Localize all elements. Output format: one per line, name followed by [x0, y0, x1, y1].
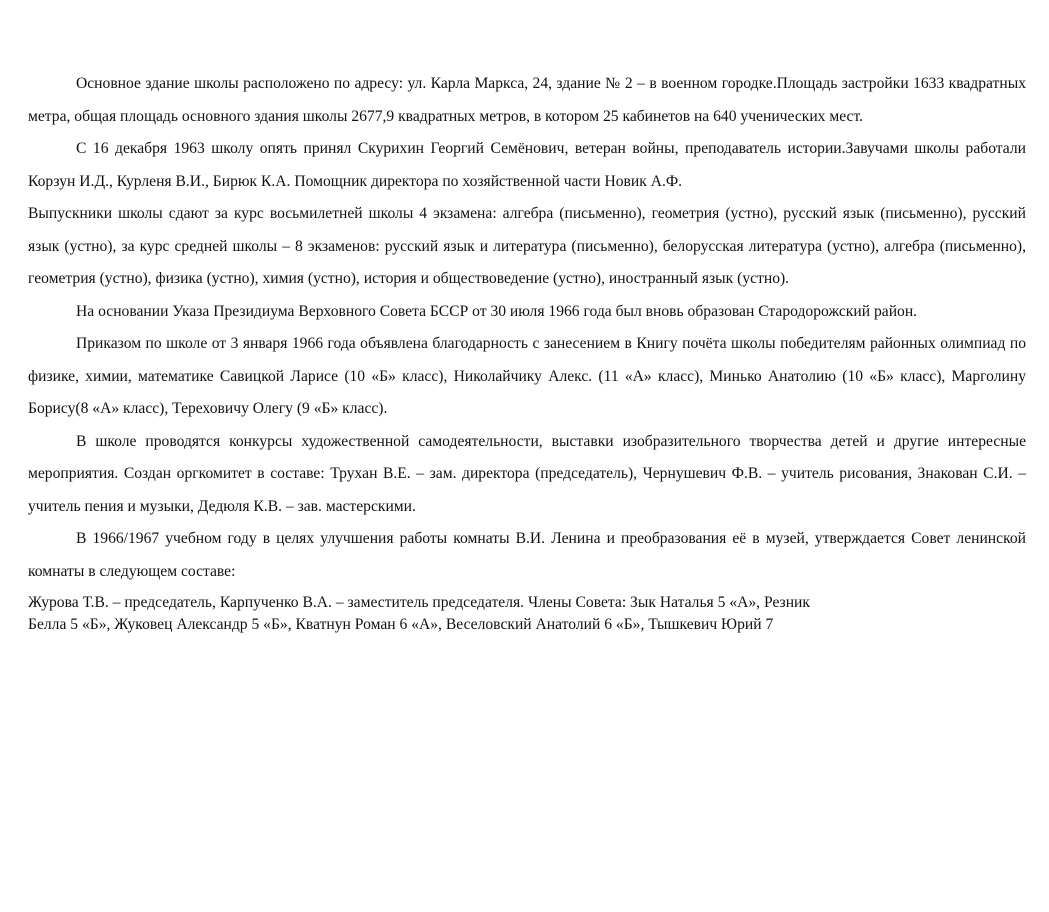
- council-members-line-1: Журова Т.В. – председатель, Карпученко В.А. – заместитель председателя. Члены Совета: Зык Наталья 5 «А», Резник: [28, 594, 810, 611]
- paragraph-district: На основании Указа Президиума Верховного Совета БССР от 30 июля 1966 года был вновь образован Стародорожский район.: [76, 302, 918, 320]
- council-members-list: [28, 592, 1026, 636]
- paragraph-exams: Выпускники школы сдают за курс восьмилетней школы 4 экзамена: алгебра (письменно), геометрия (устно), русский язык (письменно), русский язык (устно), за курс средней школы – 8 экзаменов: русский язык и литература (письменно), белорусская литература (устно), алгебра (письменно), геометрия (устно), физика (устно), химия (устно), история и обществоведение (устно), иностранный язык (устно).: [28, 205, 1026, 287]
- paragraph-activities: В школе проводятся конкурсы художественной самодеятельности, выставки изобразительного творчества детей и другие интересные мероприятия. Создан оргкомитет в составе: Трухан В.Е. – зам. директора (председатель), Чернушевич Ф.В. – учитель рисования, Знакован С.И. – учитель пения и музыки, Дедюля К.В. – зав. мастерскими.: [28, 432, 1026, 515]
- document-body: [28, 68, 1026, 636]
- paragraph-olympiad: Приказом по школе от 3 января 1966 года объявлена благодарность с занесением в Книгу почёта школы победителям районных олимпиад по физике, химии, математике Савицкой Ларисе (10 «Б» класс), Николайчику Алекс. (11 «А» класс), Минько Анатолию (10 «Б» класс), Марголину Борису(8 «А» класс), Тереховичу Олегу (9 «Б» класс).: [28, 335, 1026, 417]
- paragraph-building: Основное здание школы расположено по адресу: ул. Карла Маркса, 24, здание № 2 – в военном городке.Площадь застройки 1633 квадратных метра, общая площадь основного здания школы 2677,9 квадратных метров, в котором 25 кабинетов на 640 ученических мест.: [28, 75, 1026, 125]
- paragraph-lenin-room: В 1966/1967 учебном году в целях улучшения работы комнаты В.И. Ленина и преобразования её в музей, утверждается Совет ленинской комнаты в следующем составе:: [28, 530, 1026, 580]
- council-members-line-2: Белла 5 «Б», Жуковец Александр 5 «Б», Кватнун Роман 6 «А», Веселовский Анатолий 6 «Б», Тышкевич Юрий 7: [28, 616, 774, 633]
- paragraph-director: С 16 декабря 1963 школу опять принял Скурихин Георгий Семёнович, ветеран войны, преподаватель истории.Завучами школы работали Корзун И.Д., Курленя В.И., Бирюк К.А. Помощник директора по хозяйственной части Новик А.Ф.: [28, 140, 1026, 190]
